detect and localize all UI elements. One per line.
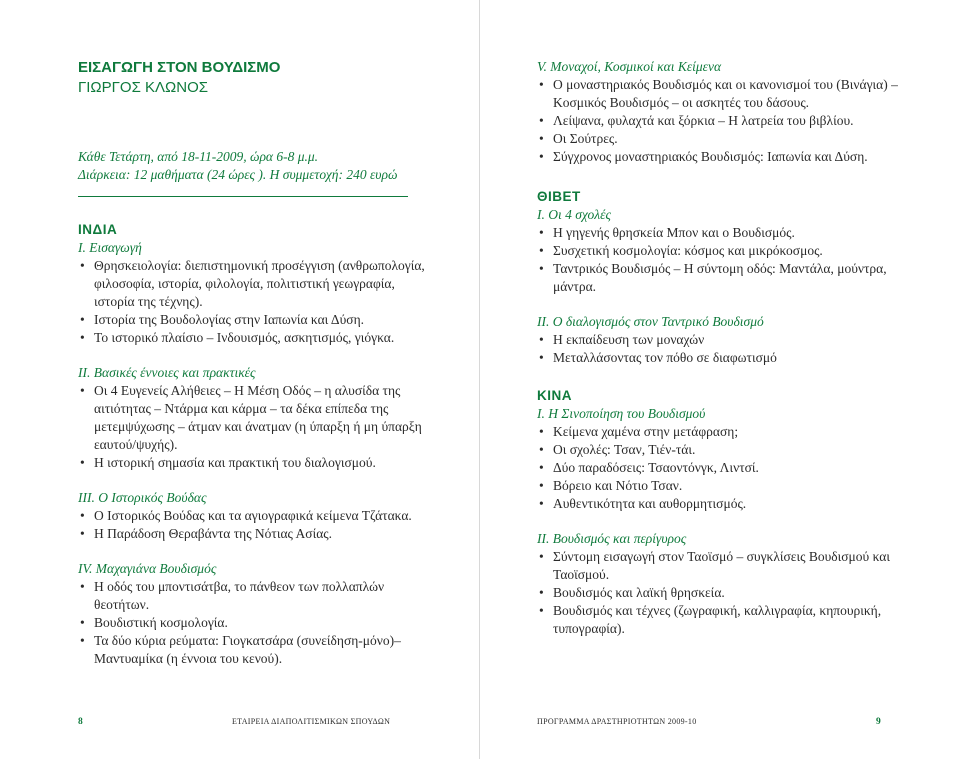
list-item: • Σύντομη εισαγωγή στον Ταοϊσμό – συγκλίσεις Βουδισμού και Ταοϊσμού.	[537, 548, 927, 584]
bullet-list	[78, 257, 438, 347]
page-number: 9	[876, 717, 882, 727]
subsection-title: IV. Μαχαγιάνα Βουδισμός	[78, 561, 217, 576]
list-item: • Ιστορία της Βουδολογίας στην Ιαπωνία και Δύση.	[78, 311, 438, 329]
course-title: ΕΙΣΑΓΩΓΗ ΣΤΟΝ ΒΟΥΔΙΣΜΟ	[78, 59, 281, 76]
subsection-title: I. Οι 4 σχολές	[537, 207, 611, 222]
list-item: • Η ιστορική σημασία και πρακτική του διαλογισμού.	[78, 454, 438, 472]
section-heading-tibet: ΘΙΒΕΤ	[537, 189, 581, 204]
bullet-list	[78, 507, 438, 543]
list-item: • Βουδιστική κοσμολογία.	[78, 614, 438, 632]
list-item: • Ο Ιστορικός Βούδας και τα αγιογραφικά κείμενα Τζάτακα.	[78, 507, 438, 525]
list-item: • Λείψανα, φυλαχτά και ξόρκια – Η λατρεία του βιβλίου.	[537, 112, 927, 130]
right-footer-text: ΠΡΟΓΡΑΜΜΑ ΔΡΑΣΤΗΡΙΟΤΗΤΩΝ 2009-10	[537, 717, 697, 726]
list-item: • Βουδισμός και λαϊκή θρησκεία.	[537, 584, 927, 602]
duration-text: Διάρκεια: 12 μαθήματα (24 ώρες ). Η συμμετοχή: 240 ευρώ	[78, 167, 398, 182]
list-item: • Η γηγενής θρησκεία Μπον και ο Βουδισμός.	[537, 224, 927, 242]
list-item: • Θρησκειολογία: διεπιστημονική προσέγγιση (ανθρωπολογία, φιλοσοφία, ιστορία, φιλολογία, πολιτιστική γεωγραφία, ιστορία της τέχνης).	[78, 257, 438, 311]
list-item: • Το ιστορικό πλαίσιο – Ινδουισμός, ασκητισμός, γιόγκα.	[78, 329, 438, 347]
page-spine	[479, 0, 480, 759]
list-item: • Η εκπαίδευση των μοναχών	[537, 331, 927, 349]
left-footer	[78, 717, 83, 727]
list-item: • Μεταλλάσοντας τον πόθο σε διαφωτισμό	[537, 349, 927, 367]
author-name: ΓΙΩΡΓΟΣ ΚΛΩΝΟΣ	[78, 79, 209, 96]
list-item: • Τα δύο κύρια ρεύματα: Γιογκατσάρα (συνείδηση-μόνο)– Μαντυαμίκα (η έννοια του κενού).	[78, 632, 438, 668]
right-footer	[876, 717, 881, 727]
subsection-title: III. Ο Ιστορικός Βούδας	[78, 490, 207, 505]
subsection-title: I. Εισαγωγή	[78, 240, 142, 255]
list-item: • Κείμενα χαμένα στην μετάφραση;	[537, 423, 927, 441]
list-item: • Βόρειο και Νότιο Τσαν.	[537, 477, 927, 495]
section-heading-china: ΚΙΝΑ	[537, 388, 572, 403]
bullet-list	[537, 423, 927, 513]
list-item: • Οι 4 Ευγενείς Αλήθειες – Η Μέση Οδός – η αλυσίδα της αιτιότητας – Ντάρμα και κάρμα – τα δέκα επίπεδα της μετεμψύχωσης – άτμαν και άνατμαν (η ύπαρξη ή μη ύπαρξη εαυτού/ψυχής).	[78, 382, 438, 454]
bullet-list	[537, 331, 927, 367]
bullet-list	[537, 548, 927, 638]
list-item: • Ταντρικός Βουδισμός – Η σύντομη οδός: Μαντάλα, μούντρα, μάντρα.	[537, 260, 927, 296]
subsection-title: II. Βασικές έννοιες και πρακτικές	[78, 365, 256, 380]
subsection-title: I. Η Σινοποίηση του Βουδισμού	[537, 406, 706, 421]
section-heading-india: ΙΝΔΙΑ	[78, 222, 118, 237]
list-item: • Βουδισμός και τέχνες (ζωγραφική, καλλιγραφία, κηπουρική, τυπογραφία).	[537, 602, 927, 638]
left-column	[78, 58, 438, 668]
list-item: • Ο μοναστηριακός Βουδισμός και οι κανονισμοί του (Βινάγια) – Κοσμικός Βουδισμός – οι ασκητές του δάσους.	[537, 76, 927, 112]
bullet-list	[78, 578, 438, 668]
list-item: • Αυθεντικότητα και αυθορμητισμός.	[537, 495, 927, 513]
list-item: • Δύο παραδόσεις: Τσαοντόνγκ, Λιντσί.	[537, 459, 927, 477]
list-item: • Συσχετική κοσμολογία: κόσμος και μικρόκοσμος.	[537, 242, 927, 260]
list-item: • Η οδός του μποντισάτβα, το πάνθεον των πολλαπλών θεοτήτων.	[78, 578, 438, 614]
list-item: • Σύγχρονος μοναστηριακός Βουδισμός: Ιαπωνία και Δύση.	[537, 148, 927, 166]
page-number: 8	[78, 717, 84, 727]
course-info	[78, 148, 438, 184]
list-item: • Η Παράδοση Θεραβάντα της Νότιας Ασίας.	[78, 525, 438, 543]
bullet-list	[537, 224, 927, 296]
list-item: • Οι σχολές: Τσαν, Τιέν-τάι.	[537, 441, 927, 459]
subsection-title: V. Μοναχοί, Κοσμικοί και Κείμενα	[537, 59, 722, 74]
left-footer-text: ΕΤΑΙΡΕΙΑ ΔΙΑΠΟΛΙΤΙΣΜΙΚΩΝ ΣΠΟΥΔΩΝ	[232, 717, 391, 726]
list-item: • Οι Σούτρες.	[537, 130, 927, 148]
subsection-title: II. Βουδισμός και περίγυρος	[537, 531, 687, 546]
right-column	[537, 58, 927, 638]
subsection-title: II. Ο διαλογισμός στον Ταντρικό Βουδισμό	[537, 314, 764, 329]
bullet-list	[537, 76, 927, 166]
schedule-text: Κάθε Τετάρτη, από 18-11-2009, ώρα 6-8 μ.μ.	[78, 149, 319, 164]
bullet-list	[78, 382, 438, 472]
